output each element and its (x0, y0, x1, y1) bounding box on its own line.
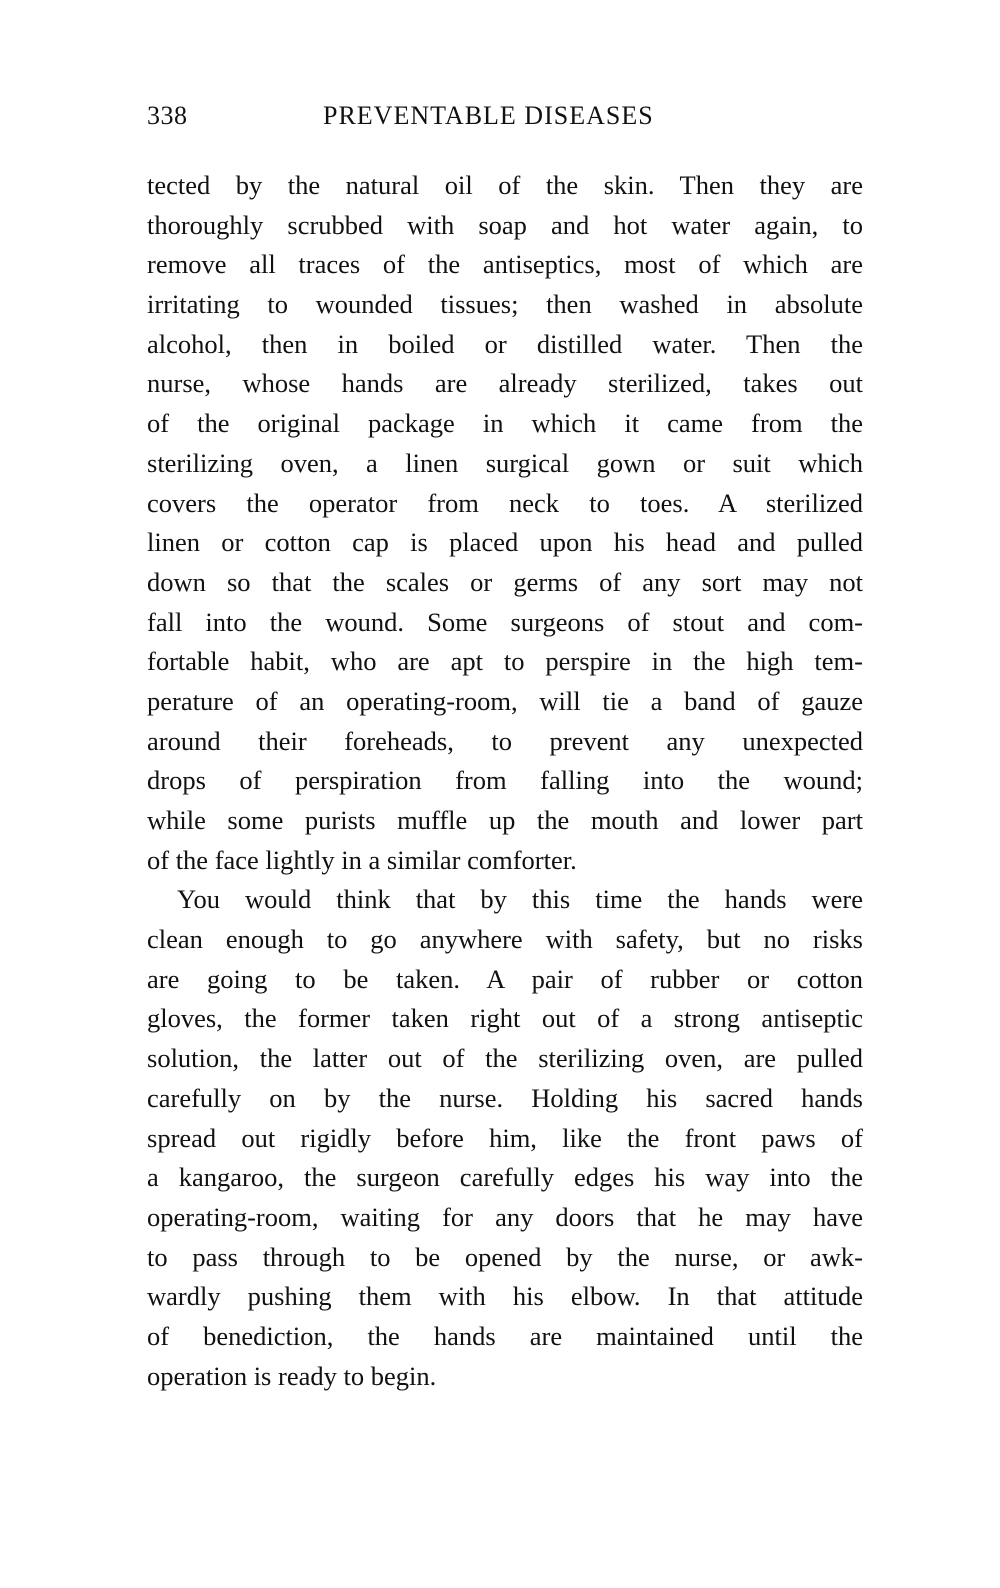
text-line: while some purists muffle up the mouth and lower part (147, 805, 863, 835)
text-line: a kangaroo, the surgeon carefully edges his way into the (147, 1162, 863, 1193)
text-line: covers the operator from neck to toes. A sterilized (147, 487, 863, 518)
paragraph-end-line: of the face lightly in a similar comforter. (147, 844, 577, 875)
running-head (147, 101, 863, 141)
text-line: wardly pushing them with his elbow. In that attitude (147, 1281, 863, 1312)
text-line: alcohol, then in boiled or distilled water. Then the (147, 328, 863, 359)
text-line: of benediction, the hands are maintained until the (147, 1320, 863, 1351)
text-line: irritating to wounded tissues; then washed in absolute (147, 289, 863, 320)
text-line: carefully on by the nurse. Holding his sacred hands (147, 1082, 863, 1113)
text-line: solution, the latter out of the sterilizing oven, are pulled (147, 1043, 863, 1074)
paragraph-end-line: operation is ready to begin. (147, 1360, 437, 1391)
text-line: spread out rigidly before him, like the front paws of (147, 1122, 863, 1153)
text-line: tected by the natural oil of the skin. Then they are (147, 170, 863, 200)
page-number: 338 (147, 101, 188, 130)
text-line: drops of perspiration from falling into the wound; (147, 765, 863, 796)
text-line: operating-room, waiting for any doors that he may have (147, 1201, 863, 1232)
text-line: thoroughly scrubbed with soap and hot water again, to (147, 209, 863, 240)
text-line: sterilizing oven, a linen surgical gown or suit which (147, 447, 863, 478)
text-line: nurse, whose hands are already sterilized, takes out (147, 368, 863, 399)
text-line: to pass through to be opened by the nurse, or awk- (147, 1241, 863, 1272)
body-text (147, 166, 863, 1396)
paragraph-start-line: You would think that by this time the hands were (177, 884, 863, 915)
text-line: linen or cotton cap is placed upon his head and pulled (147, 527, 863, 558)
text-line: fall into the wound. Some surgeons of stout and com- (147, 606, 863, 637)
text-line: of the original package in which it came from the (147, 408, 863, 439)
text-line: down so that the scales or germs of any sort may not (147, 566, 863, 597)
text-line: remove all traces of the antiseptics, most of which are (147, 249, 863, 280)
running-title: PREVENTABLE DISEASES (323, 101, 654, 130)
text-line: fortable habit, who are apt to perspire in the high tem- (147, 646, 863, 677)
text-line: are going to be taken. A pair of rubber or cotton (147, 963, 863, 994)
text-line: gloves, the former taken right out of a strong antiseptic (147, 1003, 863, 1034)
text-line: perature of an operating-room, will tie a band of gauze (147, 685, 863, 716)
text-line: around their foreheads, to prevent any unexpected (147, 725, 863, 756)
text-line: clean enough to go anywhere with safety, but no risks (147, 924, 863, 955)
